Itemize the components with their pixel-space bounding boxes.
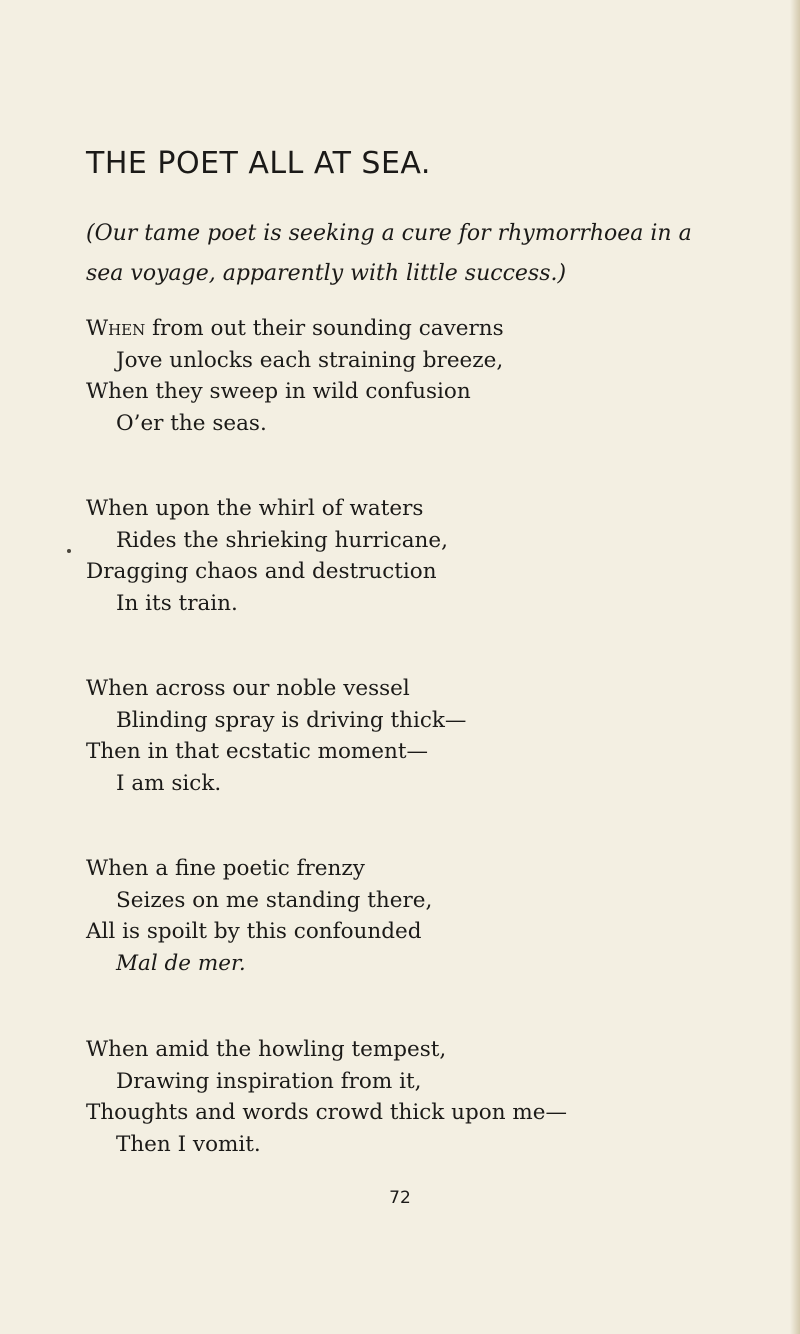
stanza-line: Seizes on me standing there, xyxy=(116,887,433,913)
subtitle-line-2: sea voyage, apparently with little success.) xyxy=(86,261,567,286)
stanza-5 xyxy=(86,1034,567,1160)
stanza-line: In its train. xyxy=(116,590,238,616)
stanza-line: When upon the whirl of waters xyxy=(86,496,424,521)
stanza-line: Thoughts and words crowd thick upon me— xyxy=(86,1100,567,1125)
stanza-line: Then I vomit. xyxy=(116,1131,261,1157)
stanza-line xyxy=(86,313,504,345)
stanza-line: When across our noble vessel xyxy=(86,676,410,701)
stanza-line: When amid the howling tempest, xyxy=(86,1037,447,1062)
page-number: 72 xyxy=(389,1188,411,1208)
line-text: from out their sounding caverns xyxy=(145,316,504,341)
stanza-line: Mal de mer. xyxy=(116,950,246,976)
stanza-line: I am sick. xyxy=(116,770,222,796)
margin-dot xyxy=(67,549,71,553)
stanza-1 xyxy=(86,313,504,439)
stanza-line: Drawing inspiration from it, xyxy=(116,1068,422,1094)
page-edge-shadow xyxy=(790,0,800,1334)
stanza-4 xyxy=(86,853,433,979)
stanza-line: When a fine poetic frenzy xyxy=(86,856,365,881)
stanza-3 xyxy=(86,673,467,799)
stanza-line: O’er the seas. xyxy=(116,410,267,436)
stanza-line: Blinding spray is driving thick— xyxy=(116,707,467,733)
stanza-line: Dragging chaos and destruction xyxy=(86,559,437,584)
poem-subtitle xyxy=(86,214,800,294)
subtitle-line-1: (Our tame poet is seeking a cure for rhymorrhoea in a xyxy=(86,221,692,246)
stanza-line: Jove unlocks each straining breeze, xyxy=(116,347,504,373)
stanza-line: When they sweep in wild confusion xyxy=(86,379,471,404)
poem-title: THE POET ALL AT SEA. xyxy=(86,146,431,181)
stanza-line: Then in that ecstatic moment— xyxy=(86,739,429,764)
stanza-line: Rides the shrieking hurricane, xyxy=(116,527,448,553)
drop-word: When xyxy=(86,316,146,341)
stanza-2 xyxy=(86,493,448,619)
stanza-line: All is spoilt by this confounded xyxy=(86,919,422,944)
